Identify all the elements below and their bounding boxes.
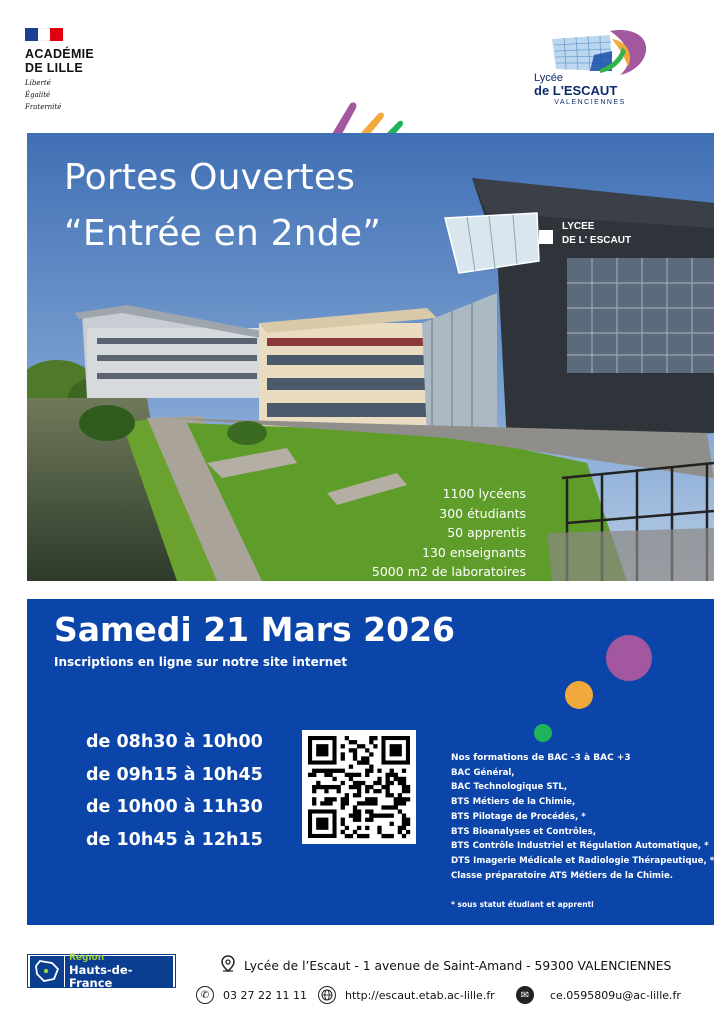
academie-motto-1: Liberté <box>25 79 51 87</box>
phone-icon: ✆ <box>196 986 214 1004</box>
decorative-strokes <box>320 98 410 138</box>
formation-item: Classe préparatoire ATS Métiers de la Chimie. <box>451 870 674 881</box>
academie-name-line2: DE LILLE <box>25 61 83 75</box>
orange-dot <box>565 681 593 709</box>
formation-item: DTS Imagerie Médicale et Radiologie Thérapeutique, * <box>451 855 715 866</box>
time-slot: de 09h15 à 10h45 <box>86 764 263 785</box>
lycee-emblem-icon <box>550 25 650 77</box>
phone-number[interactable]: 03 27 22 11 11 <box>223 988 307 1002</box>
academie-logo <box>25 28 94 111</box>
time-slot: de 10h45 à 12h15 <box>86 829 263 850</box>
email-contact[interactable] <box>516 986 681 1004</box>
envelope-icon: ✉ <box>516 986 534 1004</box>
globe-icon <box>318 986 336 1004</box>
formation-item: BAC Technologique STL, <box>451 782 568 793</box>
address-text: Lycée de l’Escaut - 1 avenue de Saint-Amand - 59300 VALENCIENNES <box>244 958 672 973</box>
building-sign-line1: LYCEE <box>562 221 595 232</box>
purple-dot <box>606 635 652 681</box>
hero-title <box>64 150 381 262</box>
inscriptions-text: Inscriptions en ligne sur notre site internet <box>54 655 348 669</box>
formation-item: BTS Bioanalyses et Contrôles, <box>451 826 596 837</box>
stat-item: 1100 lycéens <box>442 486 526 501</box>
status-note: * sous statut étudiant et apprenti <box>451 900 594 909</box>
hero-title-line2: “Entrée en 2nde” <box>64 213 382 254</box>
formation-item: BTS Contrôle Industriel et Régulation Automatique, * <box>451 841 709 852</box>
lycee-logo-line1: Lycée <box>534 72 563 84</box>
lycee-logo-line2: de L'ESCAUT <box>534 83 618 98</box>
location-pin-icon <box>220 955 236 976</box>
website-contact[interactable] <box>318 986 495 1004</box>
time-slot: de 10h00 à 11h30 <box>86 797 263 817</box>
stat-item: 130 enseignants <box>422 544 526 560</box>
building-sign-line2: DE L' ESCAUT <box>562 235 632 246</box>
lycee-logo-line3: VALENCIENNES <box>554 99 626 106</box>
time-slot: de 08h30 à 10h00 <box>86 732 263 752</box>
stat-item: 300 étudiants <box>439 505 526 521</box>
stat-item: 5000 m2 de laboratoires <box>371 564 526 579</box>
stat-item: 50 apprentis <box>447 525 526 540</box>
event-date: Samedi 21 Mars 2026 <box>54 610 455 649</box>
website-link[interactable]: http://escaut.etab.ac-lille.fr <box>345 988 495 1002</box>
formation-item: BAC Général, <box>451 767 515 778</box>
qr-code[interactable] <box>302 730 416 844</box>
email-link[interactable]: ce.0595809u@ac-lille.fr <box>550 988 681 1002</box>
time-slots <box>86 726 263 856</box>
phone-contact[interactable] <box>196 986 307 1004</box>
formation-item: BTS Pilotage de Procédés, * <box>451 811 586 822</box>
academie-motto-3: Fraternité <box>25 103 62 111</box>
french-flag-icon <box>25 28 63 41</box>
formation-item: BTS Métiers de la Chimie, <box>451 797 576 808</box>
formations-title: Nos formations de BAC -3 à BAC +3 <box>451 753 631 763</box>
address-line <box>220 955 671 976</box>
region-map-icon <box>30 956 64 987</box>
academie-motto-2: Égalité <box>25 91 51 99</box>
hero-title-line1: Portes Ouvertes <box>64 157 356 198</box>
academie-name-line1: ACADÉMIE <box>25 47 95 61</box>
formations-list <box>451 751 714 883</box>
region-label-line2: Hauts-de-France <box>69 962 133 990</box>
school-stats <box>372 484 526 582</box>
region-label-line1: Région <box>69 952 105 963</box>
lycee-logo <box>530 25 650 110</box>
green-dot <box>534 724 552 742</box>
region-logo <box>27 954 176 988</box>
